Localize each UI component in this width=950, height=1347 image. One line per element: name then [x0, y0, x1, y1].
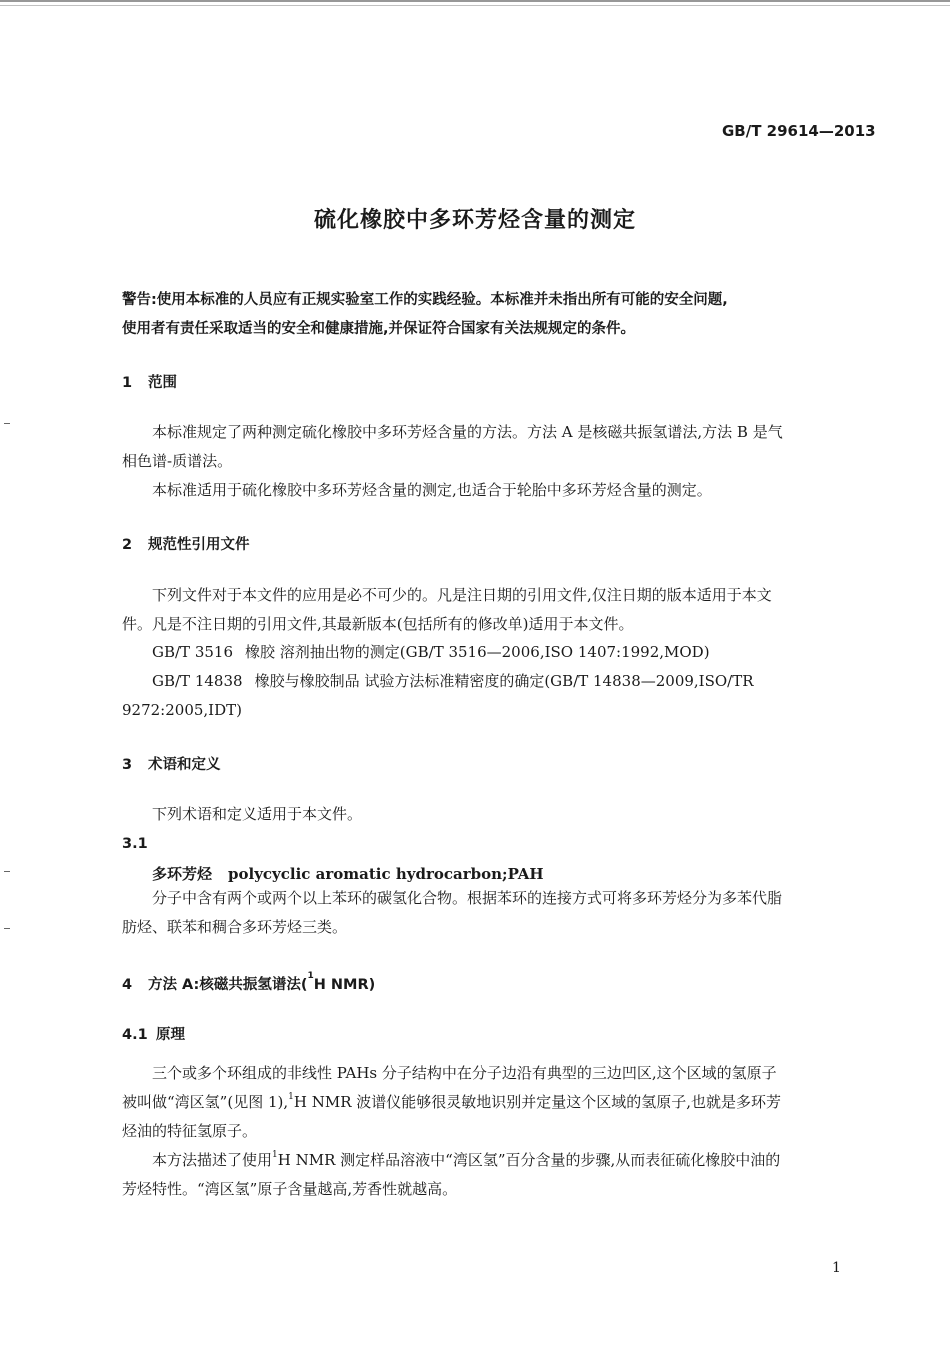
subsection-4-1-heading: [122, 1023, 185, 1044]
page-number: 1: [832, 1260, 841, 1276]
term-chinese: 多环芳烃: [152, 865, 213, 883]
section-number: 3: [122, 757, 133, 773]
section-2-heading: [122, 533, 250, 554]
paragraph: 下列术语和定义适用于本文件。: [152, 805, 363, 823]
margin-mark: [4, 871, 10, 872]
definition: 分子中含有两个或两个以上苯环的碳氢化合物。根据苯环的连接方式可将多环芳烃分为多苯代脂: [152, 889, 783, 907]
reference-entry: [152, 674, 754, 689]
page-title: 硫化橡胶中多环芳烃含量的测定: [313, 208, 636, 233]
section-3-heading: [122, 753, 221, 774]
subsection-number: 4.1: [122, 1027, 148, 1043]
section-number: 2: [122, 537, 133, 553]
paragraph: 芳烃特性。“湾区氢”原子含量越高,芳香性就越高。: [122, 1180, 458, 1198]
reference-entry: [152, 645, 710, 660]
paragraph: 本标准规定了两种测定硫化橡胶中多环芳烃含量的方法。方法 A 是核磁共振氢谱法,方法 B 是气: [152, 423, 783, 441]
section-number: 4: [122, 977, 133, 993]
standard-number: GB/T 29614—2013: [722, 122, 876, 140]
paragraph: 相色谱-质谱法。: [122, 452, 233, 470]
reference-title: 橡胶与橡胶制品 试验方法标准精密度的确定(GB/T 14838—2009,ISO/TR: [254, 672, 754, 690]
warning-line-1: 警告:使用本标准的人员应有正规实验室工作的实践经验。本标准并未指出所有可能的安全问题,: [122, 292, 728, 308]
definition: 肪烃、联苯和稠合多环芳烃三类。: [122, 918, 348, 936]
paragraph: 烃油的特征氢原子。: [122, 1122, 258, 1140]
section-title: 范围: [148, 375, 177, 391]
paragraph: 下列文件对于本文件的应用是必不可少的。凡是注日期的引用文件,仅注日期的版本适用于本文: [152, 586, 772, 604]
margin-mark: [4, 423, 10, 424]
paragraph: 本方法描述了使用$^1$H NMR 测定样品溶液中“湾区氢”百分含量的步骤,从而表征硫化橡胶中油的: [152, 1150, 781, 1169]
reference-title: 橡胶 溶剂抽出物的测定(GB/T 3516—2006,ISO 1407:1992,MOD): [245, 643, 710, 661]
section-1-heading: [122, 371, 177, 392]
paragraph: 件。凡是不注日期的引用文件,其最新版本(包括所有的修改单)适用于本文件。: [122, 615, 634, 633]
section-title: 术语和定义: [148, 757, 221, 773]
reference-code: GB/T 14838: [152, 672, 243, 690]
top-border-line: [0, 0, 950, 6]
subsection-number: 3.1: [122, 836, 148, 852]
paragraph: 本标准适用于硫化橡胶中多环芳烃含量的测定,也适合于轮胎中多环芳烃含量的测定。: [152, 481, 712, 499]
section-title: 规范性引用文件: [148, 537, 250, 553]
section-number: 1: [122, 375, 133, 391]
warning-line-2: 使用者有责任采取适当的安全和健康措施,并保证符合国家有关法规规定的条件。: [122, 321, 636, 337]
margin-mark: [4, 928, 10, 929]
subsection-title: 原理: [156, 1027, 185, 1043]
paragraph: 三个或多个环组成的非线性 PAHs 分子结构中在分子边沿有典型的三边凹区,这个区域的氢原子: [152, 1064, 777, 1082]
section-4-heading: [122, 973, 375, 994]
section-title: 方法 A:核磁共振氢谱法($^1$H NMR): [148, 971, 376, 993]
reference-entry-continued: 9272:2005,IDT): [122, 701, 242, 719]
term-entry: [152, 863, 544, 884]
paragraph: 被叫做“湾区氢”(见图 1),$^1$H NMR 波谱仪能够很灵敏地识别并定量这个区域的氢原子,也就是多环芳: [122, 1092, 782, 1111]
reference-code: GB/T 3516: [152, 643, 234, 661]
term-english: polycyclic aromatic hydrocarbon;PAH: [228, 865, 544, 883]
